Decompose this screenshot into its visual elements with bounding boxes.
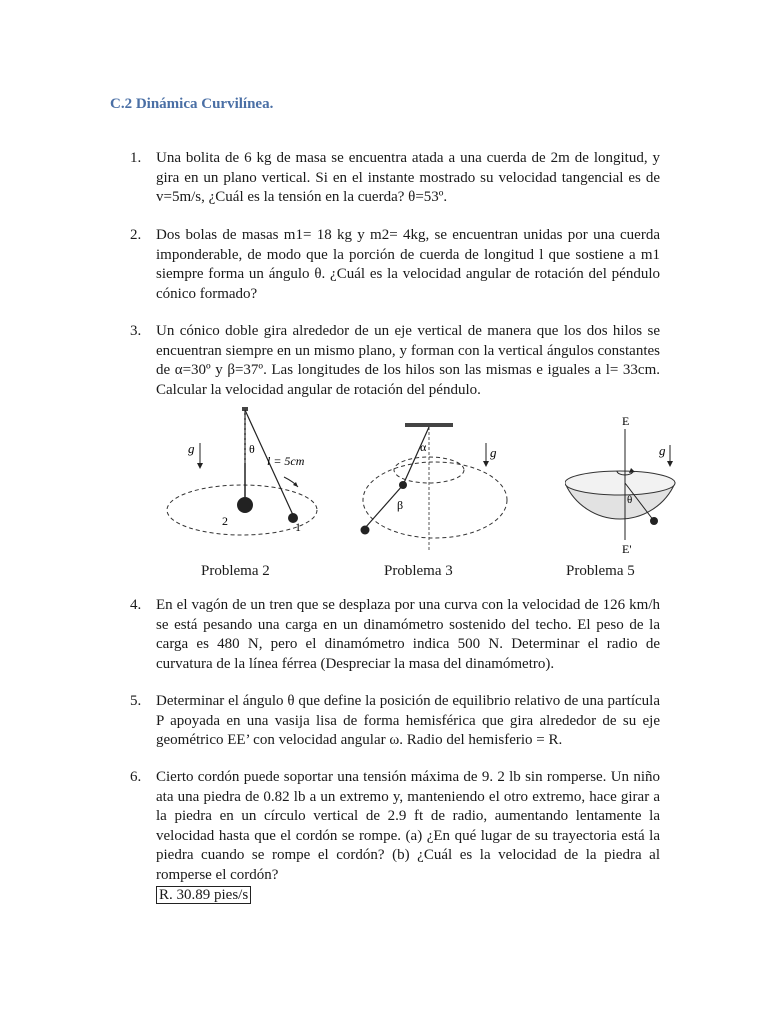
gravity-arrowhead [667,461,673,467]
problem-text: Cierto cordón puede soportar una tensión máxima de 9. 2 lb sin romperse. Un niño ata una piedra de 0.82 lb a un extremo y, manteniendo el otro extremo, hace girar a la piedra en un círculo vertical de 2.9 ft de radio, aumentando lentamente la velocidad hasta que el cordón se rompe. (a) ¿En qué lugar de su trayectoria está la piedra cuando se rompe el cordón? (b) ¿Cuál es la velocidad de la piedra al romperse el cordón? [156,769,660,883]
figure-problema-2 [162,405,327,553]
problem-text: Determinar el ángulo θ que define la posición de equilibrio relativo de una partícula P apoyada en una vasija lisa de forma hemisférica que gira alrededor de su eje geométrico EE’ con velocidad angular ω. Radio del hemisferio = R. [156,693,660,748]
section-title: C.2 Dinámica Curvilínea. [110,96,274,112]
gravity-label: g [188,441,195,456]
length-label: l = 5cm [267,454,305,468]
theta-label: θ [627,494,633,506]
upper-ball [399,481,407,489]
problem-number: 1. [130,150,142,166]
ball-2-label: 2 [222,514,228,528]
figure-problema-5 [565,405,683,555]
caption-problema-3: Problema 3 [384,563,453,579]
gravity-arrowhead [197,463,203,469]
ball-2 [237,497,253,513]
gravity-label: g [659,443,666,458]
problem-number: 6. [130,769,142,785]
problem-1 [130,149,660,208]
problem-2 [130,226,660,304]
problem-number: 2. [130,227,142,243]
figure-problema-3 [345,405,510,555]
axis-top-label: E [622,414,630,428]
upper-string [403,427,429,485]
alpha-label: α [420,440,427,454]
problem-text: Una bolita de 6 kg de masa se encuentra atada a una cuerda de 2m de longitud, y gira en un plano vertical. Si en el instante mostrado su velocidad tangencial es de v=5m/s, ¿Cuál es la tensión en la cuerda? θ=53º. [156,150,660,205]
ceiling-bar [405,423,453,427]
lower-ball [361,526,370,535]
problem-6 [130,768,660,906]
gravity-label: g [490,445,497,460]
gravity-arrowhead [483,461,489,467]
ball-1-label: 1 [295,520,301,534]
problem-text: En el vagón de un tren que se desplaza por una curva con la velocidad de 126 km/h se está pesando una carga en un dinamómetro sostenido del techo. El peso de la carga es 480 N, pero el dinamómetro indica 500 N. Determinar el radio de curvatura de la línea férrea (Despreciar la masa del dinamómetro). [156,597,660,672]
particle-p [650,517,658,525]
caption-problema-2: Problema 2 [201,563,270,579]
problem-4 [130,596,660,674]
theta-label: θ [249,442,255,456]
axis-bottom-label: E' [622,542,632,555]
beta-label: β [397,498,404,512]
caption-problema-5: Problema 5 [566,563,635,579]
problem-number: 4. [130,597,142,613]
answer-box: R. 30.89 pies/s [156,886,251,904]
lower-rotation-path [363,462,507,538]
problem-5 [130,692,660,751]
problem-3 [130,322,660,400]
problem-text: Dos bolas de masas m1= 18 kg y m2= 4kg, se encuentran unidas por una cuerda imponderable, de modo que la porción de cuerda de longitud l que sostiene a m1 siempre forma un ángulo θ. ¿Cuál es la velocidad angular de rotación del péndulo cónico formado? [156,227,660,302]
problem-number: 5. [130,693,142,709]
problem-text: Un cónico doble gira alrededor de un eje vertical de manera que los dos hilos se encuentran siempre en un mismo plano, y forman con la vertical ángulos constantes de α=30º y β=37º. Las longitudes de los hilos son las mismas e iguales a l= 33cm. Calcular la velocidad angular de rotación del péndulo. [156,323,660,398]
problem-number: 3. [130,323,142,339]
